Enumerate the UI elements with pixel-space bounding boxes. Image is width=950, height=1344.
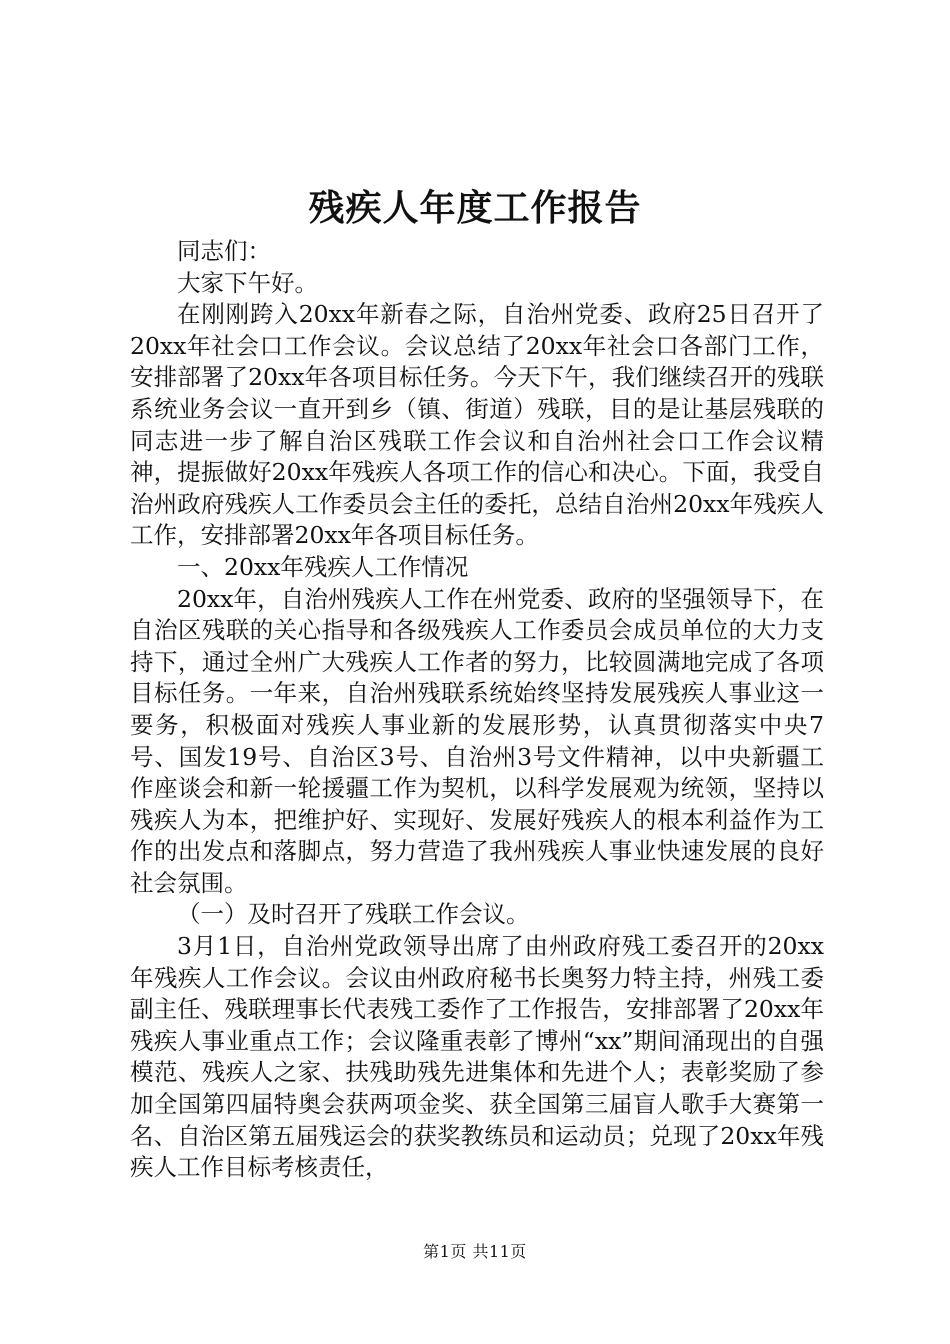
paragraph-overview: 20xx年，自治州残疾人工作在州党委、政府的坚强领导下，在自治区残联的关心指导和各级残疾人工作委员会成员单位的大力支持下，通过全州广大残疾人工作者的努力，比较圆满地完成了各项目标任务。一年来，自治州残联系统始终坚持发展残疾人事业这一要务，积极面对残疾人事业新的发展形势，认真贯彻落实中央7号、国发19号、自治区3号、自治州3号文件精神，以中央新疆工作座谈会和新一轮援疆工作为契机，以科学发展观为统领，坚持以残疾人为本，把维护好、实现好、发展好残疾人的根本利益作为工作的出发点和落脚点，努力营造了我州残疾人事业快速发展的良好社会氛围。 — [130, 584, 824, 897]
paragraph-greeting: 大家下午好。 — [177, 268, 318, 297]
document-body — [130, 236, 824, 1184]
paragraph-meeting: 3月1日，自治州党政领导出席了由州政府残工委召开的20xx年残疾人工作会议。会议由州政府秘书长奥努力特主持，州残工委副主任、残联理事长代表残工委作了工作报告，安排部署了20xx年残疾人事业重点工作；会议隆重表彰了博州“xx”期间涌现出的自强模范、残疾人之家、扶残助残先进集体和先进个人；表彰奖励了参加全国第四届特奥会获两项金奖、获全国第三届盲人歌手大赛第一名、自治区第五届残运会的获奖教练员和运动员；兑现了20xx年残疾人工作目标考核责任， — [130, 932, 824, 1182]
page-footer: 第1页 共11页 — [423, 1242, 527, 1261]
subsection-heading: （一）及时召开了残联工作会议。 — [177, 900, 530, 929]
document-title: 残疾人年度工作报告 — [308, 187, 642, 229]
paragraph-salutation: 同志们： — [177, 237, 271, 265]
section-heading: 一、20xx年残疾人工作情况 — [177, 552, 469, 581]
paragraph-introduction: 在刚刚跨入20xx年新春之际，自治州党委、政府25日召开了20xx年社会口工作会议。会议总结了20xx年社会口各部门工作，安排部署了20xx年各项目标任务。今天下午，我们继续召开的残联系统业务会议一直开到乡（镇、街道）残联，目的是让基层残联的同志进一步了解自治区残联工作会议和自治州社会口工作会议精神，提振做好20xx年残疾人各项工作的信心和决心。下面，我受自治州政府残疾人工作委员会主任的委托，总结自治州20xx年残疾人工作，安排部署20xx年各项目标任务。 — [130, 300, 824, 550]
